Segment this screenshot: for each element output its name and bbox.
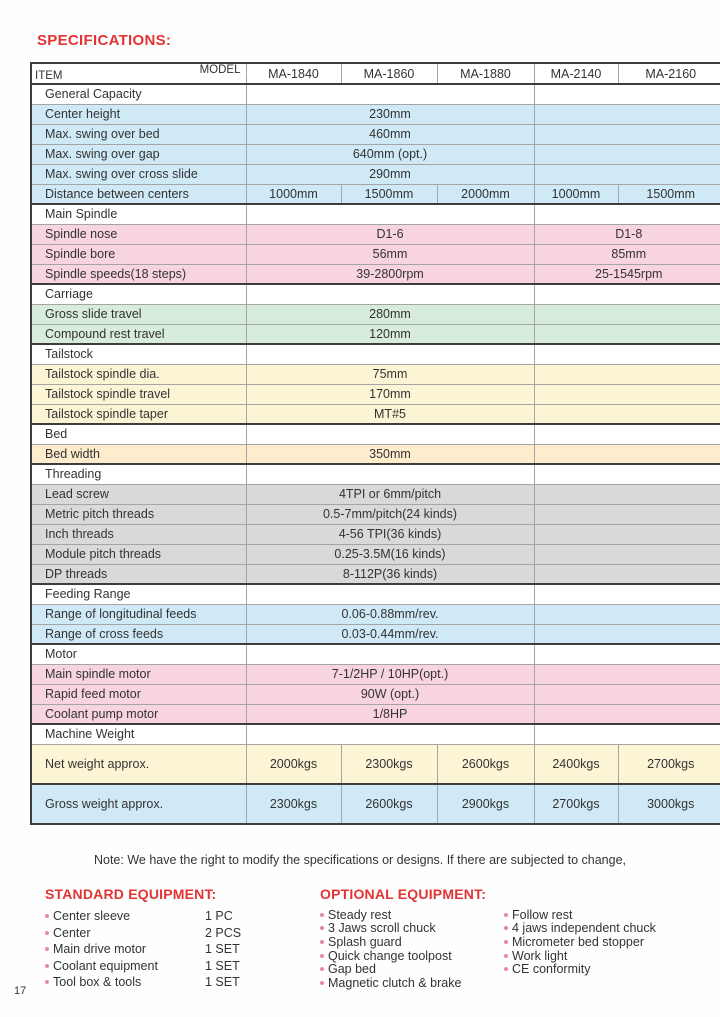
page-title: SPECIFICATIONS: — [37, 32, 172, 49]
bullet-icon — [320, 940, 324, 944]
bullet-icon — [320, 913, 324, 917]
empty-cell — [534, 84, 720, 104]
section-row — [31, 284, 720, 304]
equipment-item-qty: 1 SET — [205, 942, 240, 957]
spec-row — [31, 784, 720, 824]
bullet-icon — [45, 964, 49, 968]
equipment-item-name: Micrometer bed stopper — [512, 934, 645, 949]
empty-cell — [534, 624, 720, 644]
value-cell: 2300kgs — [341, 744, 437, 784]
empty-cell — [246, 84, 534, 104]
empty-cell — [534, 684, 720, 704]
empty-cell — [534, 404, 720, 424]
equipment-item — [45, 958, 310, 975]
optional-equipment-list-2 — [504, 908, 720, 990]
equipment-item-qty: 1 SET — [205, 958, 240, 973]
section-label: Motor — [31, 644, 246, 664]
spec-table-body — [31, 84, 720, 824]
row-label: Max. swing over bed — [31, 124, 246, 144]
row-label: Range of longitudinal feeds — [31, 604, 246, 624]
spec-row — [31, 484, 720, 504]
bullet-icon — [320, 954, 324, 958]
section-label: Threading — [31, 464, 246, 484]
corner-model-label: MODEL — [199, 64, 241, 76]
equipment-item-name: CE conformity — [512, 962, 591, 977]
empty-cell — [534, 424, 720, 444]
empty-cell — [534, 704, 720, 724]
specifications-table-wrap — [30, 62, 720, 825]
corner-cell — [31, 63, 246, 84]
equipment-item-name: Coolant equipment — [53, 958, 158, 973]
row-label: Spindle nose — [31, 224, 246, 244]
row-label: Max. swing over gap — [31, 144, 246, 164]
equipment-item — [45, 974, 310, 991]
value-cell: D1-6 — [246, 224, 534, 244]
empty-cell — [534, 344, 720, 364]
column-header: MA-1860 — [341, 63, 437, 84]
equipment-item-name: Follow rest — [512, 907, 573, 922]
empty-cell — [534, 644, 720, 664]
equipment-item — [504, 922, 720, 936]
column-header: MA-2140 — [534, 63, 618, 84]
value-cell: 230mm — [246, 104, 534, 124]
page-number: 17 — [14, 985, 27, 997]
equipment-item-name: Tool box & tools — [53, 975, 142, 990]
corner-item-label: ITEM — [35, 70, 63, 82]
value-cell: 2900kgs — [437, 784, 534, 824]
section-label: Bed — [31, 424, 246, 444]
empty-cell — [534, 724, 720, 744]
value-cell: 2400kgs — [534, 744, 618, 784]
value-cell: 4TPI or 6mm/pitch — [246, 484, 534, 504]
bullet-icon — [504, 940, 508, 944]
section-row — [31, 424, 720, 444]
row-label: Metric pitch threads — [31, 504, 246, 524]
section-row — [31, 84, 720, 104]
value-cell: D1-8 — [534, 224, 720, 244]
empty-cell — [534, 444, 720, 464]
empty-cell — [246, 644, 534, 664]
spec-row — [31, 404, 720, 424]
value-cell: 0.5-7mm/pitch(24 kinds) — [246, 504, 534, 524]
row-label: Bed width — [31, 444, 246, 464]
section-label: General Capacity — [31, 84, 246, 104]
section-label: Carriage — [31, 284, 246, 304]
value-cell: 90W (opt.) — [246, 684, 534, 704]
section-row — [31, 204, 720, 224]
spec-row — [31, 544, 720, 564]
row-label: Max. swing over cross slide — [31, 164, 246, 184]
value-cell: 0.03-0.44mm/rev. — [246, 624, 534, 644]
column-header: MA-1840 — [246, 63, 341, 84]
empty-cell — [534, 544, 720, 564]
value-cell: 1000mm — [534, 184, 618, 204]
value-cell: 1/8HP — [246, 704, 534, 724]
bullet-icon — [45, 947, 49, 951]
empty-cell — [534, 124, 720, 144]
value-cell: 170mm — [246, 384, 534, 404]
row-label: Lead screw — [31, 484, 246, 504]
bullet-icon — [320, 926, 324, 930]
value-cell: 2700kgs — [618, 744, 720, 784]
empty-cell — [246, 584, 534, 604]
row-label: Coolant pump motor — [31, 704, 246, 724]
row-label: Spindle bore — [31, 244, 246, 264]
row-label: Gross slide travel — [31, 304, 246, 324]
spec-row — [31, 624, 720, 644]
value-cell: 25-1545rpm — [534, 264, 720, 284]
empty-cell — [534, 584, 720, 604]
equipment-item-name: Gap bed — [328, 962, 376, 977]
section-label: Feeding Range — [31, 584, 246, 604]
equipment-item — [320, 922, 504, 936]
equipment-item — [45, 941, 310, 958]
value-cell: 39-2800rpm — [246, 264, 534, 284]
equipment-item — [320, 935, 504, 949]
table-header-row — [31, 63, 720, 84]
spec-row — [31, 564, 720, 584]
equipment-item — [320, 949, 504, 963]
section-row — [31, 464, 720, 484]
equipment-item — [45, 908, 310, 925]
spec-row — [31, 744, 720, 784]
equipment-item-name: 4 jaws independent chuck — [512, 921, 656, 936]
empty-cell — [534, 204, 720, 224]
standard-equipment-title: STANDARD EQUIPMENT: — [45, 886, 217, 902]
equipment-item-name: Center — [53, 925, 91, 940]
bullet-icon — [504, 954, 508, 958]
equipment-item-name: Work light — [512, 948, 568, 963]
section-label: Machine Weight — [31, 724, 246, 744]
spec-row — [31, 684, 720, 704]
value-cell: 2600kgs — [437, 744, 534, 784]
equipment-item — [320, 976, 504, 990]
value-cell: 350mm — [246, 444, 534, 464]
row-label: Main spindle motor — [31, 664, 246, 684]
equipment-item — [504, 949, 720, 963]
value-cell: 1000mm — [246, 184, 341, 204]
empty-cell — [534, 144, 720, 164]
empty-cell — [534, 104, 720, 124]
row-label: Distance between centers — [31, 184, 246, 204]
empty-cell — [534, 484, 720, 504]
equipment-item — [504, 935, 720, 949]
spec-row — [31, 164, 720, 184]
equipment-item — [45, 925, 310, 942]
value-cell: 85mm — [534, 244, 720, 264]
empty-cell — [534, 304, 720, 324]
bullet-icon — [320, 967, 324, 971]
row-label: Inch threads — [31, 524, 246, 544]
spec-row — [31, 664, 720, 684]
value-cell: 280mm — [246, 304, 534, 324]
equipment-item — [504, 962, 720, 976]
bullet-icon — [45, 980, 49, 984]
bullet-icon — [45, 931, 49, 935]
empty-cell — [534, 564, 720, 584]
spec-row — [31, 104, 720, 124]
section-label: Main Spindle — [31, 204, 246, 224]
value-cell: 1500mm — [618, 184, 720, 204]
empty-cell — [534, 524, 720, 544]
empty-cell — [246, 284, 534, 304]
spec-row — [31, 364, 720, 384]
value-cell: 460mm — [246, 124, 534, 144]
equipment-item-name: Splash guard — [328, 934, 402, 949]
spec-row — [31, 524, 720, 544]
equipment-item — [504, 908, 720, 922]
column-header: MA-1880 — [437, 63, 534, 84]
value-cell: MT#5 — [246, 404, 534, 424]
section-row — [31, 724, 720, 744]
row-label: Gross weight approx. — [31, 784, 246, 824]
row-label: Tailstock spindle dia. — [31, 364, 246, 384]
spec-row — [31, 264, 720, 284]
value-cell: 75mm — [246, 364, 534, 384]
value-cell: 2700kgs — [534, 784, 618, 824]
bullet-icon — [45, 914, 49, 918]
empty-cell — [246, 424, 534, 444]
row-label: Spindle speeds(18 steps) — [31, 264, 246, 284]
equipment-item-name: Magnetic clutch & brake — [328, 975, 462, 990]
value-cell: 56mm — [246, 244, 534, 264]
equipment-item — [320, 962, 504, 976]
spec-row — [31, 144, 720, 164]
equipment-item-name: 3 Jaws scroll chuck — [328, 921, 436, 936]
optional-equipment-title: OPTIONAL EQUIPMENT: — [320, 886, 487, 902]
optional-equipment-list-1 — [320, 908, 504, 990]
column-header: MA-2160 — [618, 63, 720, 84]
section-row — [31, 644, 720, 664]
row-label: Range of cross feeds — [31, 624, 246, 644]
spec-row — [31, 244, 720, 264]
equipment-item-qty: 1 PC — [205, 909, 233, 924]
section-row — [31, 344, 720, 364]
equipment-item — [320, 908, 504, 922]
spec-row — [31, 504, 720, 524]
section-label: Tailstock — [31, 344, 246, 364]
empty-cell — [534, 664, 720, 684]
spec-row — [31, 124, 720, 144]
value-cell: 290mm — [246, 164, 534, 184]
equipment-item-name: Center sleeve — [53, 909, 131, 924]
empty-cell — [534, 464, 720, 484]
empty-cell — [246, 724, 534, 744]
row-label: Rapid feed motor — [31, 684, 246, 704]
value-cell: 2300kgs — [246, 784, 341, 824]
row-label: Compound rest travel — [31, 324, 246, 344]
equipment-item-name: Quick change toolpost — [328, 948, 452, 963]
spec-row — [31, 324, 720, 344]
value-cell: 1500mm — [341, 184, 437, 204]
value-cell: 2600kgs — [341, 784, 437, 824]
row-label: Tailstock spindle taper — [31, 404, 246, 424]
value-cell: 2000kgs — [246, 744, 341, 784]
note-text: Note: We have the right to modify the specifications or designs. If there are subjected to change, — [93, 853, 626, 867]
row-label: Center height — [31, 104, 246, 124]
row-label: DP threads — [31, 564, 246, 584]
empty-cell — [534, 384, 720, 404]
value-cell: 8-112P(36 kinds) — [246, 564, 534, 584]
value-cell: 2000mm — [437, 184, 534, 204]
spec-row — [31, 184, 720, 204]
empty-cell — [534, 604, 720, 624]
spec-row — [31, 704, 720, 724]
bullet-icon — [504, 926, 508, 930]
bullet-icon — [504, 967, 508, 971]
empty-cell — [246, 204, 534, 224]
value-cell: 3000kgs — [618, 784, 720, 824]
value-cell: 0.25-3.5M(16 kinds) — [246, 544, 534, 564]
value-cell: 7-1/2HP / 10HP(opt.) — [246, 664, 534, 684]
value-cell: 4-56 TPI(36 kinds) — [246, 524, 534, 544]
empty-cell — [534, 284, 720, 304]
value-cell: 640mm (opt.) — [246, 144, 534, 164]
empty-cell — [534, 504, 720, 524]
specifications-table — [30, 62, 720, 825]
spec-row — [31, 604, 720, 624]
bullet-icon — [320, 981, 324, 985]
equipment-item-qty: 2 PCS — [205, 925, 242, 940]
section-row — [31, 584, 720, 604]
standard-equipment-block — [45, 886, 310, 991]
equipment-item-name: Steady rest — [328, 907, 392, 922]
row-label: Module pitch threads — [31, 544, 246, 564]
row-label: Net weight approx. — [31, 744, 246, 784]
empty-cell — [534, 164, 720, 184]
value-cell: 0.06-0.88mm/rev. — [246, 604, 534, 624]
spec-row — [31, 224, 720, 244]
spec-row — [31, 384, 720, 404]
equipment-item-qty: 1 SET — [205, 975, 240, 990]
standard-equipment-list — [45, 908, 310, 991]
empty-cell — [534, 364, 720, 384]
spec-row — [31, 444, 720, 464]
equipment-item-name: Main drive motor — [53, 942, 147, 957]
empty-cell — [534, 324, 720, 344]
bullet-icon — [504, 913, 508, 917]
value-cell: 120mm — [246, 324, 534, 344]
empty-cell — [246, 464, 534, 484]
row-label: Tailstock spindle travel — [31, 384, 246, 404]
empty-cell — [246, 344, 534, 364]
optional-equipment-block — [320, 886, 720, 990]
spec-row — [31, 304, 720, 324]
